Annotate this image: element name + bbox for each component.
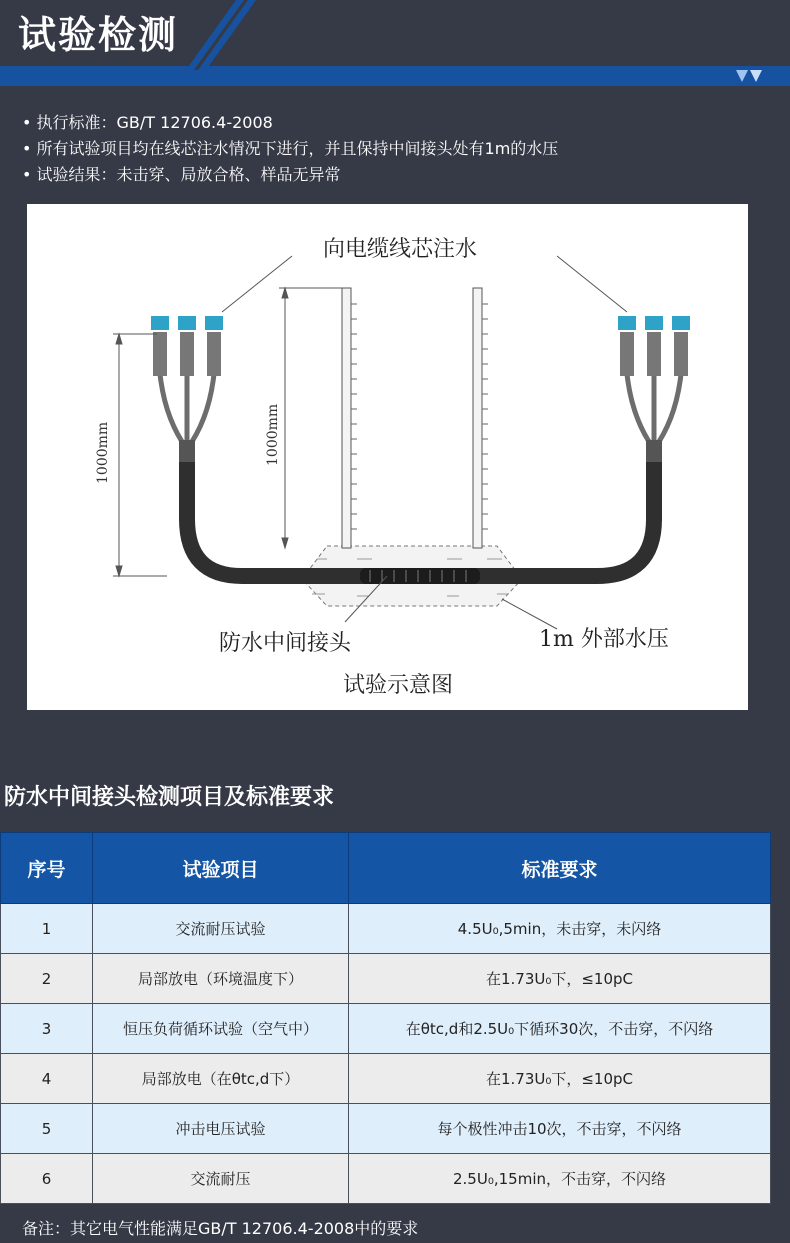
- test-diagram: [27, 204, 748, 710]
- cell-requirement: 2.5U₀,15min，不击穿，不闪络: [349, 1154, 771, 1204]
- table-row: [1, 1004, 771, 1054]
- page-header: [0, 0, 790, 88]
- cell-index: 1: [1, 904, 93, 954]
- cell-requirement: 每个极性冲击10次，不击穿，不闪络: [349, 1104, 771, 1154]
- cell-test-item: 冲击电压试验: [93, 1104, 349, 1154]
- cell-test-item: 交流耐压: [93, 1154, 349, 1204]
- right-terminals: [627, 374, 681, 449]
- cell-test-item: 局部放电（环境温度下）: [93, 954, 349, 1004]
- cell-index: 4: [1, 1054, 93, 1104]
- label-inject-water: 向电缆线芯注水: [323, 237, 478, 262]
- cell-index: 2: [1, 954, 93, 1004]
- cell-index: 3: [1, 1004, 93, 1054]
- bullet-conditions: • 所有试验项目均在线芯注水情况下进行，并且保持中间接头处有1m的水压: [22, 139, 559, 158]
- header-arrow-icon: [734, 66, 774, 86]
- table-row: [1, 1154, 771, 1204]
- header-test-item: 试验项目: [93, 833, 349, 904]
- cell-requirement: 4.5U₀,5min，未击穿，未闪络: [349, 904, 771, 954]
- test-info-list: [22, 110, 558, 188]
- left-terminals: [160, 374, 214, 449]
- footnote: 备注：其它电气性能满足GB/T 12706.4-2008中的要求: [22, 1219, 419, 1238]
- cell-index: 6: [1, 1154, 93, 1204]
- label-height-left: 1000mm: [95, 421, 111, 484]
- label-height-mid: 1000mm: [265, 403, 281, 466]
- cell-requirement: 在θtc,d和2.5U₀下循环30次，不击穿，不闪络: [349, 1004, 771, 1054]
- pressure-tube-left: [342, 288, 351, 548]
- header-slash-decoration: [186, 0, 256, 70]
- header-requirement: 标准要求: [349, 833, 771, 904]
- table-row: [1, 904, 771, 954]
- label-waterproof-joint: 防水中间接头: [219, 631, 352, 656]
- cell-index: 5: [1, 1104, 93, 1154]
- waterproof-joint: [360, 568, 480, 584]
- cell-requirement: 在1.73U₀下，≤10pC: [349, 1054, 771, 1104]
- label-external-pressure: 1m 外部水压: [539, 627, 669, 652]
- header-index: 序号: [1, 833, 93, 904]
- header-band: [0, 66, 790, 86]
- bullet-result: • 试验结果：未击穿、局放合格、样品无异常: [22, 165, 341, 184]
- cell-test-item: 局部放电（在θtc,d下）: [93, 1054, 349, 1104]
- table-header-row: [1, 833, 771, 904]
- section-title: 防水中间接头检测项目及标准要求: [4, 785, 335, 810]
- test-items-table: [0, 832, 771, 1204]
- diagram-caption: 试验示意图: [343, 673, 454, 698]
- cell-requirement: 在1.73U₀下，≤10pC: [349, 954, 771, 1004]
- table-row: [1, 1104, 771, 1154]
- bullet-standard: • 执行标准：GB/T 12706.4-2008: [22, 113, 273, 132]
- table-row: [1, 1054, 771, 1104]
- table-row: [1, 954, 771, 1004]
- pressure-tube-right: [473, 288, 482, 548]
- cell-test-item: 交流耐压试验: [93, 904, 349, 954]
- page-title: 试验检测: [18, 13, 179, 57]
- cell-test-item: 恒压负荷循环试验（空气中）: [93, 1004, 349, 1054]
